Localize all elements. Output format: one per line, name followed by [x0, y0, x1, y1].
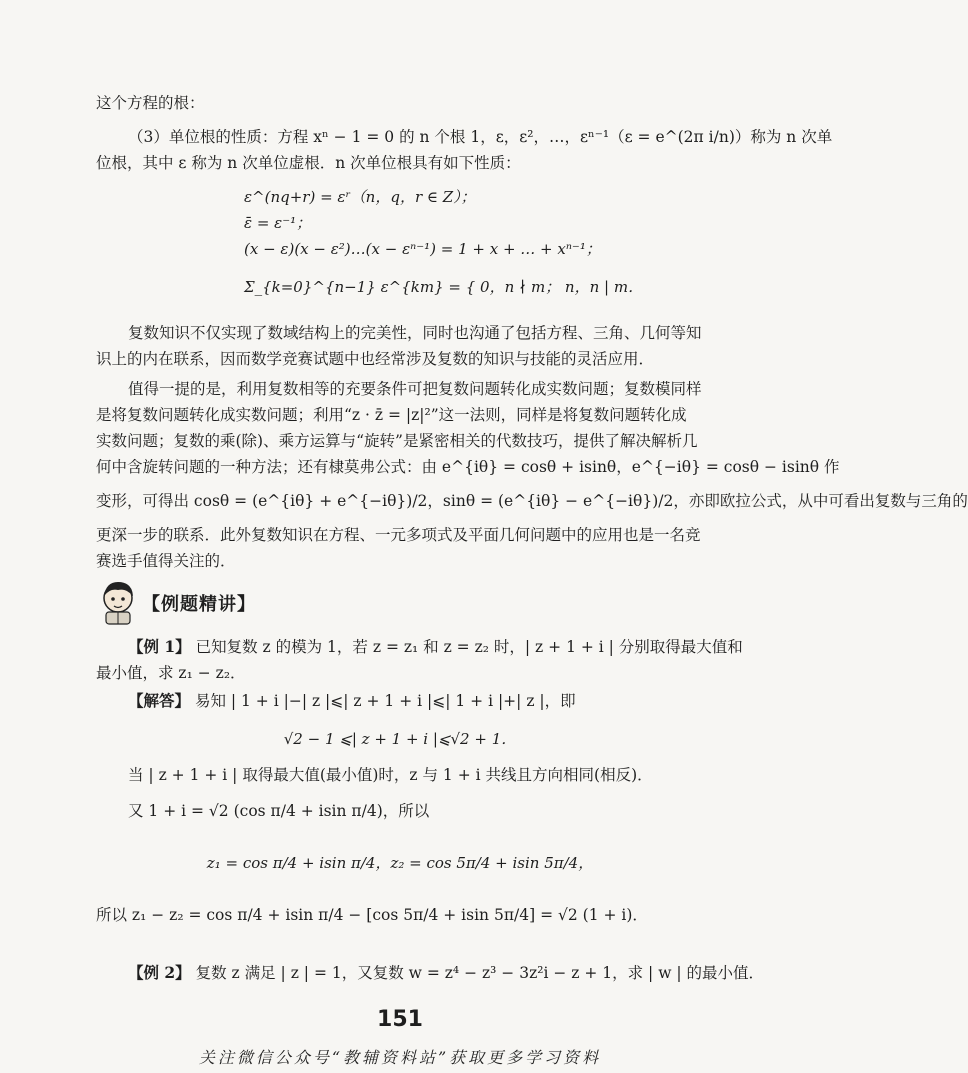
student-mascot-icon	[96, 578, 140, 626]
formula: Σ_{k=0}^{n−1} ε^{km} = { 0，n ∤ m； n，n | m．	[244, 278, 644, 296]
formula: √2 − 1 ⩽| z + 1 + i |⩽√2 + 1．	[283, 730, 517, 748]
text-line: 何中含旋转问题的一种方法；还有棣莫弗公式：由 e^{iθ} = cosθ + isinθ，e^{−iθ} = cosθ − isinθ 作	[96, 458, 840, 476]
text-line: 更深一步的联系．此外复数知识在方程、一元多项式及平面几何问题中的应用也是一名竞	[96, 526, 701, 544]
solution-text: 易知 | 1 + i |−| z |⩽| z + 1 + i |⩽| 1 + i |+| z |，即	[190, 692, 576, 710]
solution-line	[128, 690, 704, 712]
text-line: （3）单位根的性质：方程 xⁿ − 1 = 0 的 n 个根 1，ε，ε²，…，εⁿ⁻¹（ε = e^(2π i/n)）称为 n 次单	[128, 128, 833, 146]
formula: ε̄ = ε⁻¹；	[244, 214, 312, 232]
text-line: 这个方程的根：	[96, 94, 205, 112]
formula: (x − ε)(x − ε²)…(x − εⁿ⁻¹) = 1 + x + … + xⁿ⁻¹；	[244, 240, 601, 258]
page-number: 151	[377, 1007, 423, 1032]
text-line: 值得一提的是，利用复数相等的充要条件可把复数问题转化成实数问题；复数模同样	[128, 380, 702, 398]
example-text: 复数 z 满足 | z | = 1，又复数 w = z⁴ − z³ − 3z²i − z + 1，求 | w | 的最小值．	[190, 964, 765, 982]
text-line: 实数问题；复数的乘(除)、乘方运算与“旋转”是紧密相关的代数技巧，提供了解决解析几	[96, 432, 698, 450]
section-title: 【例题精讲】	[142, 594, 256, 615]
text-line: 当 | z + 1 + i | 取得最大值(最小值)时，z 与 1 + i 共线且方向相同(相反)．	[128, 766, 653, 784]
formula: ε^(nq+r) = εʳ（n，q，r ∈ Z）；	[244, 188, 476, 206]
example-tag: 【例 1】	[128, 637, 191, 656]
text-line: 最小值，求 z₁ − z₂．	[96, 664, 246, 682]
example-tag: 【例 2】	[128, 963, 191, 982]
example-2-question	[128, 962, 765, 984]
text-line: 又 1 + i = √2 (cos π/4 + isin π/4)，所以	[128, 802, 430, 820]
example-1-question	[128, 636, 743, 658]
text-line: 识上的内在联系，因而数学竞赛试题中也经常涉及复数的知识与技能的灵活应用．	[96, 350, 655, 368]
solution-tag: 【解答】	[128, 691, 191, 710]
section-header	[96, 578, 356, 628]
text-line: 赛选手值得关注的．	[96, 552, 236, 570]
footer-watermark: 关注微信公众号“教辅资料站”获取更多学习资料	[198, 1048, 602, 1067]
text-line: 变形，可得出 cosθ = (e^{iθ} + e^{−iθ})/2，sinθ = (e^{iθ} − e^{−iθ})/2，亦即欧拉公式，从中可看出复数与三角的	[96, 492, 968, 510]
text-line: 所以 z₁ − z₂ = cos π/4 + isin π/4 − [cos 5π/4 + isin 5π/4] = √2 (1 + i)．	[96, 906, 648, 924]
text-line: 是将复数问题转化成实数问题；利用“z · z̄ = |z|²”这一法则，同样是将复数问题转化成	[96, 406, 687, 424]
formula: z₁ = cos π/4 + isin π/4，z₂ = cos 5π/4 + isin 5π/4，	[206, 854, 594, 872]
text-line: 复数知识不仅实现了数域结构上的完美性，同时也沟通了包括方程、三角、几何等知	[128, 324, 702, 342]
text-line: 位根，其中 ε 称为 n 次单位虚根．n 次单位根具有如下性质：	[96, 154, 521, 172]
example-text: 已知复数 z 的模为 1，若 z = z₁ 和 z = z₂ 时，| z + 1 + i | 分别取得最大值和	[190, 638, 743, 656]
